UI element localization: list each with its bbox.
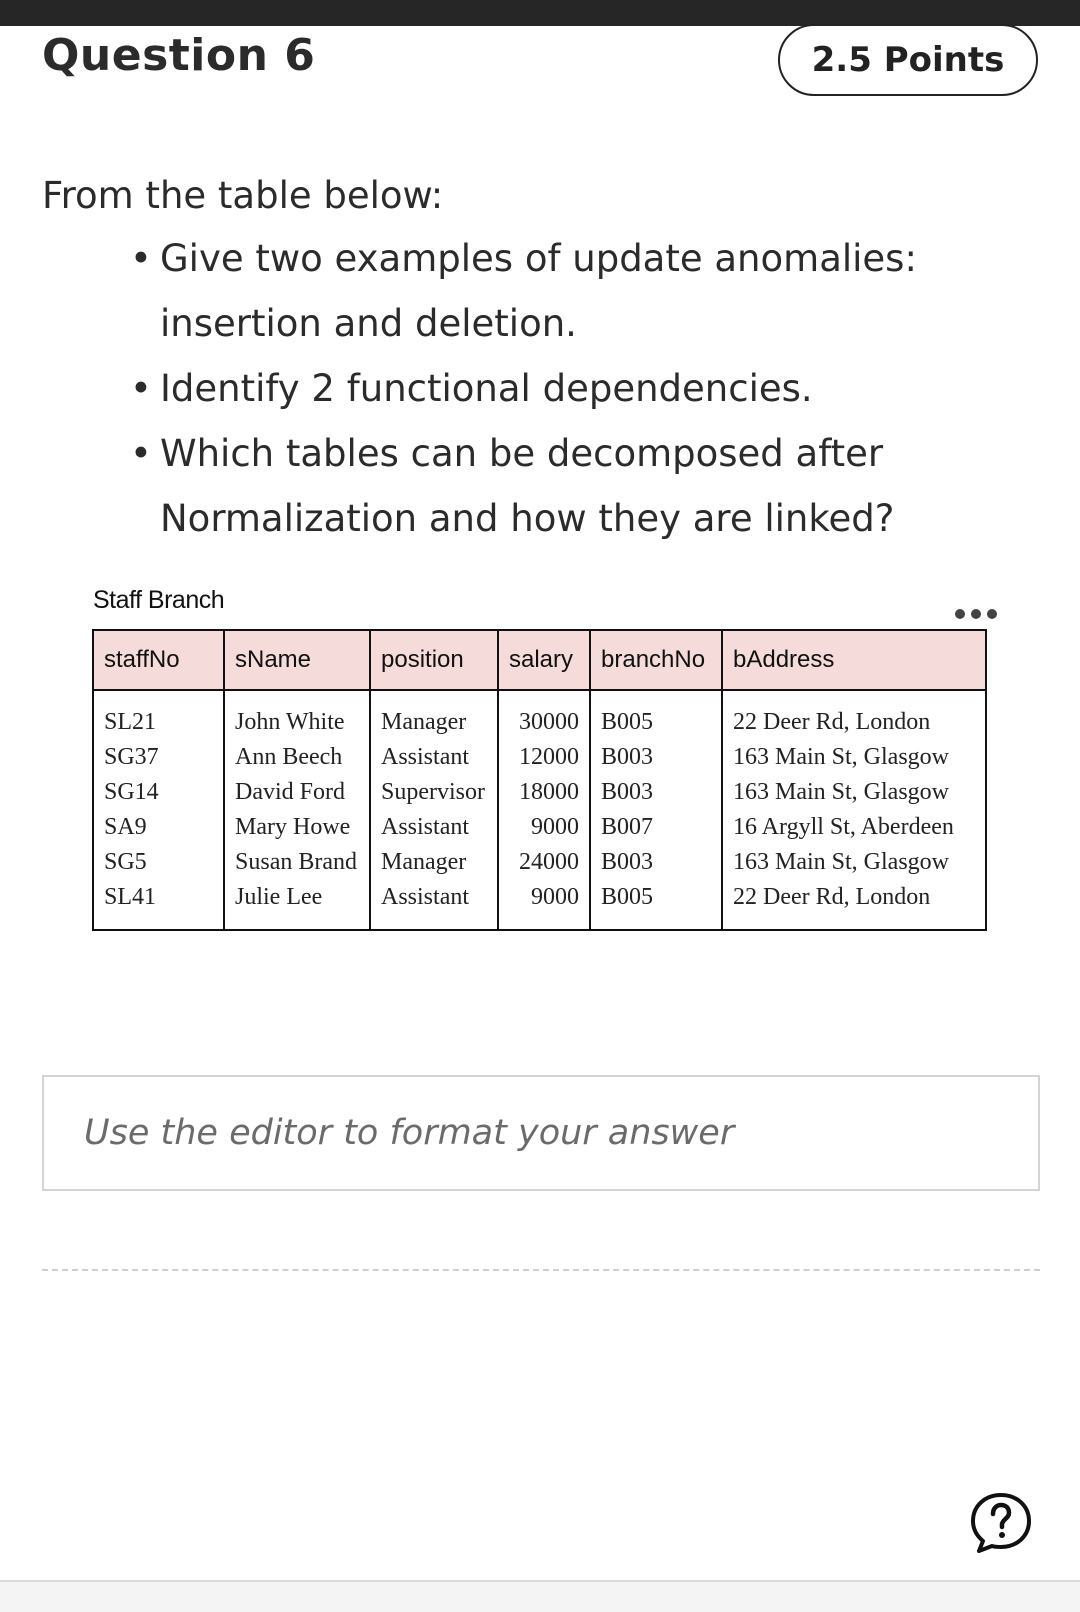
table-header-row [93, 630, 986, 690]
table-row [93, 845, 986, 880]
help-chat-icon[interactable] [968, 1490, 1034, 1556]
question-bullets [128, 226, 1028, 551]
table-cell: 24000 [498, 845, 590, 880]
table-cell: B003 [590, 740, 722, 775]
table-row [93, 740, 986, 775]
table-cell: 163 Main St, Glasgow [722, 775, 986, 810]
table-cell: SL21 [104, 709, 157, 735]
table-cell: B005 [590, 880, 722, 930]
table-cell: Assistant [370, 740, 498, 775]
question-title: Question 6 [42, 30, 316, 81]
table-cell: 22 Deer Rd, London [722, 880, 986, 930]
question-intro: From the table below: [42, 174, 444, 217]
table-cell: 18000 [498, 775, 590, 810]
column-header: branchNo [590, 630, 722, 690]
table-row [93, 810, 986, 845]
table-cell: 16 Argyll St, Aberdeen [722, 810, 986, 845]
table-cell: Ann Beech [224, 740, 370, 775]
more-horizontal-icon[interactable] [955, 609, 997, 619]
bottom-bar [0, 1582, 1080, 1612]
table-cell: Mary Howe [224, 810, 370, 845]
answer-editor[interactable] [42, 1075, 1040, 1191]
table-cell: 163 Main St, Glasgow [722, 740, 986, 775]
table-cell: David Ford [224, 775, 370, 810]
table-cell: Assistant [370, 880, 498, 930]
table-cell: Assistant [370, 810, 498, 845]
table-cell: SG5 [104, 849, 147, 875]
table-cell: 9000 [498, 880, 590, 930]
column-header: position [370, 630, 498, 690]
table-cell: Susan Brand [224, 845, 370, 880]
points-badge: 2.5 Points [778, 24, 1038, 96]
table-cell: B003 [590, 845, 722, 880]
column-header: bAddress [722, 630, 986, 690]
staff-branch-table [92, 629, 987, 931]
table-cell: Manager [370, 845, 498, 880]
table-cell: SL41 [104, 884, 157, 910]
table-cell: Julie Lee [224, 880, 370, 930]
table-cell: SG14 [104, 779, 159, 805]
column-header: staffNo [93, 630, 224, 690]
table-row [93, 775, 986, 810]
top-bar [0, 0, 1080, 26]
table-cell: 30000 [498, 690, 590, 740]
table-cell: 22 Deer Rd, London [722, 690, 986, 740]
figure-title: Staff Branch [93, 586, 225, 614]
bullet-item: • Identify 2 functional dependencies. [130, 367, 813, 410]
table-cell: B003 [590, 775, 722, 810]
table-cell: Supervisor [370, 775, 498, 810]
table-cell: Manager [370, 690, 498, 740]
column-header: sName [224, 630, 370, 690]
table-cell: 12000 [498, 740, 590, 775]
table-row [93, 880, 986, 930]
bullet-item: • Give two examples of update anomalies: insertion and deletion. [130, 237, 917, 345]
table-cell: SA9 [104, 814, 147, 840]
column-header: salary [498, 630, 590, 690]
table-cell: John White [224, 690, 370, 740]
table-cell: 9000 [498, 810, 590, 845]
table-cell: 163 Main St, Glasgow [722, 845, 986, 880]
table-cell: B007 [590, 810, 722, 845]
divider [42, 1269, 1040, 1271]
table-row [93, 690, 986, 740]
bullet-item: • Which tables can be decomposed after Normalization and how they are linked? [130, 432, 895, 540]
editor-placeholder: Use the editor to format your answer [84, 1113, 735, 1153]
table-cell: B005 [590, 690, 722, 740]
table-cell: SG37 [104, 744, 159, 770]
